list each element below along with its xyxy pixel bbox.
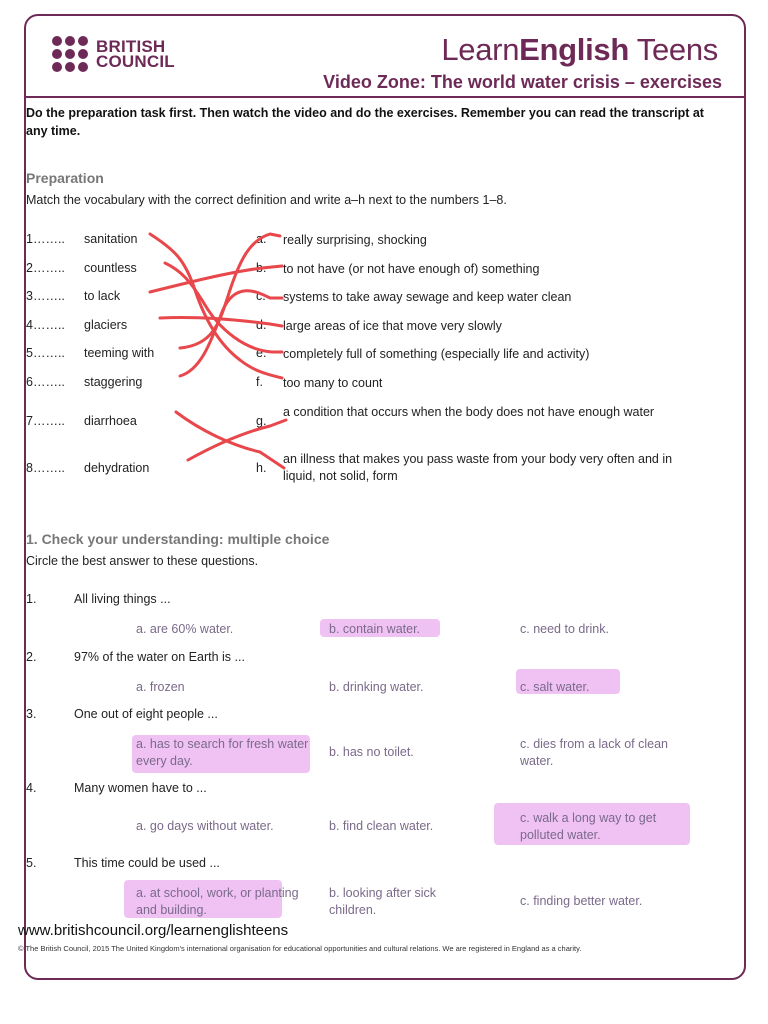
vocab-word: teeming with <box>84 346 155 360</box>
vocab-word: staggering <box>84 375 143 389</box>
definition-letter: b. <box>256 261 267 275</box>
definition-text: completely full of something (especially life and activity) <box>283 347 590 361</box>
question-text: This time could be used ... <box>74 856 220 870</box>
answer-option-b[interactable]: b. drinking water. <box>329 680 424 694</box>
answer-option-c[interactable]: c. salt water. <box>520 680 590 694</box>
vocab-word: to lack <box>84 289 121 303</box>
vocab-number[interactable]: 5…….. <box>26 346 65 360</box>
definition-letter: g. <box>256 414 267 428</box>
answer-option-a[interactable]: a. frozen <box>136 680 185 694</box>
definition-letter: a. <box>256 232 267 246</box>
definition-text: an illness that makes you pass waste from your body very often and in liquid, not solid, form <box>283 452 673 483</box>
answer-option-a[interactable]: a. are 60% water. <box>136 622 234 636</box>
answer-option-b[interactable]: b. find clean water. <box>329 819 434 833</box>
definition-text: a condition that occurs when the body does not have enough water <box>283 405 655 419</box>
question-number: 1. <box>26 592 37 606</box>
logo-line1: BRITISH <box>96 37 166 56</box>
footer-copyright: © The British Council, 2015 The United Kingdom's international organisation for educational opportunities and cultural relations. We are registered in England as a charity. <box>18 944 582 953</box>
section1-instruction: Circle the best answer to these questions. <box>26 554 259 568</box>
pen-line-1 <box>150 234 282 378</box>
answer-option-c[interactable]: c. finding better water. <box>520 894 643 908</box>
page-title: Video Zone: The world water crisis – exercises <box>323 72 722 92</box>
answer-option-b[interactable]: b. has no toilet. <box>329 745 414 759</box>
preparation-instruction: Match the vocabulary with the correct definition and write a–h next to the numbers 1–8. <box>26 193 507 207</box>
footer-url[interactable]: www.britishcouncil.org/learnenglishteens <box>18 922 289 939</box>
answer-option-c[interactable]: c. dies from a lack of clean water. <box>520 737 668 768</box>
answer-option-c[interactable]: c. need to drink. <box>520 622 609 636</box>
learnenglish-teens-logo: LearnEnglish Teens <box>441 32 718 67</box>
answer-option-b[interactable]: b. contain water. <box>329 622 421 636</box>
question-number: 3. <box>26 707 37 721</box>
answer-option-b[interactable]: b. looking after sick children. <box>329 886 436 917</box>
answer-option-a[interactable]: a. at school, work, or planting and building. <box>136 886 299 917</box>
definition-letter: e. <box>256 346 267 360</box>
question-text: One out of eight people ... <box>74 707 218 721</box>
vocab-number[interactable]: 2…….. <box>26 261 65 275</box>
question-text: All living things ... <box>74 592 171 606</box>
definition-letter: d. <box>256 318 267 332</box>
vocab-number[interactable]: 1…….. <box>26 232 65 246</box>
question-number: 5. <box>26 856 37 870</box>
vocab-number[interactable]: 8…….. <box>26 461 65 475</box>
intro-text: Do the preparation task first. Then watch the video and do the exercises. Remember you can read the transcript at any time. <box>26 106 704 138</box>
vocab-number[interactable]: 4…….. <box>26 318 65 332</box>
definition-text: large areas of ice that move very slowly <box>283 319 502 333</box>
definition-text: too many to count <box>283 376 383 390</box>
definition-text: to not have (or not have enough of) something <box>283 262 540 276</box>
question-number: 4. <box>26 781 37 795</box>
vocab-number[interactable]: 3…….. <box>26 289 65 303</box>
vocab-word: countless <box>84 261 137 275</box>
question-text: Many women have to ... <box>74 781 207 795</box>
question-text: 97% of the water on Earth is ... <box>74 650 245 664</box>
vocab-number[interactable]: 6…….. <box>26 375 65 389</box>
vocab-number[interactable]: 7…….. <box>26 414 65 428</box>
definition-letter: c. <box>256 289 266 303</box>
definition-text: systems to take away sewage and keep water clean <box>283 290 572 304</box>
answer-option-c[interactable]: c. walk a long way to get polluted water. <box>520 811 657 842</box>
definition-letter: h. <box>256 461 267 475</box>
section1-heading: 1. Check your understanding: multiple choice <box>26 531 330 547</box>
answer-option-a[interactable]: a. go days without water. <box>136 819 274 833</box>
vocab-word: glaciers <box>84 318 128 332</box>
pen-line-3 <box>150 266 282 292</box>
vocab-word: sanitation <box>84 232 138 246</box>
logo-line2: COUNCIL <box>96 52 175 71</box>
answer-option-a[interactable]: a. has to search for fresh water every day. <box>136 737 309 768</box>
vocab-word: diarrhoea <box>84 414 137 428</box>
definition-text: really surprising, shocking <box>283 233 427 247</box>
preparation-heading: Preparation <box>26 170 104 186</box>
vocab-word: dehydration <box>84 461 150 475</box>
pen-line-8 <box>188 420 286 460</box>
definition-letter: f. <box>256 375 263 389</box>
question-number: 2. <box>26 650 37 664</box>
